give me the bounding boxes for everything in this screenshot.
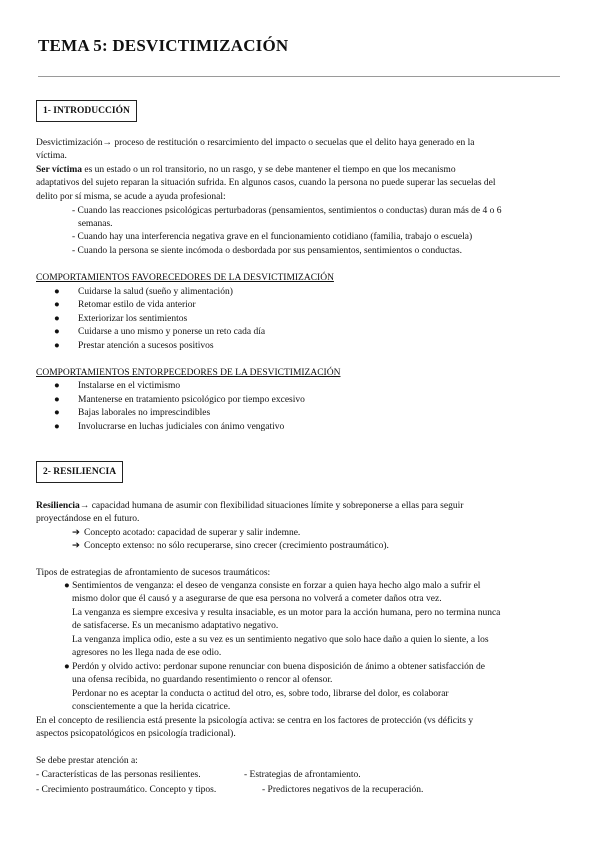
- ser-victima-term: Ser víctima: [36, 165, 82, 175]
- ser-victima-text: es un estado o un rol transitorio, no un rasgo, y se debe mantener el tiempo en que los mecanismo: [82, 165, 456, 175]
- dash-item: semanas.: [78, 219, 113, 229]
- desvictimizacion-definition: [36, 137, 474, 150]
- dash-item: - Cuando las reacciones psicológicas perturbadoras (pensamientos, sentimientos o conductas) duran más de 4 o 6: [72, 206, 502, 216]
- bullet-icon: ●: [54, 314, 60, 324]
- arrow-icon: →: [79, 501, 90, 511]
- list-item: ● Cuidarse a uno mismo y ponerse un reto cada día: [54, 326, 265, 339]
- venganza-line: mismo dolor que él causó y a asegurarse de que esa persona no volverá a cometer daños otra vez.: [72, 594, 442, 604]
- venganza-line: La venganza es siempre excesiva y resulta insaciable, es un motor para la acción humana, pero no termina nunca: [72, 608, 501, 618]
- perdon-line: una ofensa recibida, no guardando resentimiento o rencor al ofensor.: [72, 675, 333, 685]
- list-item: ● Cuidarse la salud (sueño y alimentación): [54, 286, 233, 299]
- bullet-icon: ●: [54, 300, 60, 310]
- list-item: ● Involucrarse en luchas judiciales con ánimo vengativo: [54, 421, 284, 434]
- title-divider: [38, 76, 560, 77]
- entorpecedores-heading: COMPORTAMIENTOS ENTORPECEDORES DE LA DESVICTIMIZACIÓN: [36, 368, 341, 378]
- atencion-item: - Crecimiento postraumático. Concepto y tipos.: [36, 785, 217, 795]
- dash-item: - Cuando la persona se siente incómoda o desbordada por sus pensamientos, sentimientos o conductas.: [72, 246, 462, 256]
- favorecedores-heading: COMPORTAMIENTOS FAVORECEDORES DE LA DESVICTIMIZACIÓN: [36, 273, 334, 283]
- ser-victima-line3: delito por sí misma, se acude a ayuda profesional:: [36, 192, 226, 202]
- def-term: Desvictimización: [36, 138, 103, 148]
- list-item: ● Retomar estilo de vida anterior: [54, 299, 196, 312]
- atencion-item: - Características de las personas resilientes.: [36, 770, 201, 780]
- ser-victima-paragraph: [36, 164, 456, 177]
- arrow-right-icon: ➔: [72, 541, 80, 551]
- psico-activa-line: En el concepto de resiliencia está presente la psicología activa: se centra en los factores de protección (vs déficits y: [36, 716, 474, 726]
- concept-item: ➔ Concepto acotado: capacidad de superar y salir indemne.: [72, 527, 300, 540]
- def-text: proceso de restitución o resarcimiento del impacto o secuelas que el delito haya generado en la: [111, 138, 475, 148]
- arrow-right-icon: ➔: [72, 528, 80, 538]
- list-item: ● Mantenerse en tratamiento psicológico por tiempo excesivo: [54, 394, 305, 407]
- resiliencia-definition: [36, 500, 463, 513]
- bullet-icon: ●: [54, 341, 60, 351]
- list-item: ● Bajas laborales no imprescindibles: [54, 407, 210, 420]
- bullet-icon: ●: [54, 327, 60, 337]
- psico-activa-line: aspectos psicopatológicos en psicología tradicional).: [36, 729, 236, 739]
- venganza-line: agresores no les llega nada de ese odio.: [72, 648, 222, 658]
- list-item: ● Exteriorizar los sentimientos: [54, 313, 187, 326]
- tipos-intro: Tipos de estrategias de afrontamiento de sucesos traumáticos:: [36, 568, 271, 578]
- arrow-icon: →: [102, 138, 112, 148]
- venganza-line: de satisfacerse. Es un mecanismo adaptativo negativo.: [72, 621, 279, 631]
- atencion-intro: Se debe prestar atención a:: [36, 756, 138, 766]
- perdon-line: ● Perdón y olvido activo: perdonar supone renunciar con buena disposición de ánimo a obtener satisfacción de: [64, 662, 485, 672]
- atencion-item: - Estrategias de afrontamiento.: [244, 770, 361, 780]
- perdon-line: Perdonar no es aceptar la conducta o actitud del otro, es, sobre todo, librarse del dolor, es colaborar: [72, 689, 449, 699]
- venganza-line: ● Sentimientos de venganza: el deseo de venganza consiste en forzar a quien haya hecho algo malo a sufrir el: [64, 581, 481, 591]
- perdon-line: conscientemente a que la herida cicatrice.: [72, 702, 231, 712]
- page-title: TEMA 5: DESVICTIMIZACIÓN: [38, 36, 289, 55]
- dash-item: - Cuando hay una interferencia negativa grave en el funcionamiento cotidiano (familia, trabajo o escuela): [72, 232, 473, 242]
- bullet-icon: ●: [54, 422, 60, 432]
- concept-item: ➔ Concepto extenso: no sólo recuperarse, sino crecer (crecimiento postraumático).: [72, 540, 389, 553]
- venganza-line: La venganza implica odio, este a su vez es un sentimiento negativo que solo hace daño a quien lo siente, a los: [72, 635, 489, 645]
- bullet-icon: ●: [54, 408, 60, 418]
- ser-victima-line2: adaptativos del sujeto reparan la situación sufrida. En algunos casos, cuando la persona no puede superar las secuelas del: [36, 178, 496, 188]
- def-text-line2: víctima.: [36, 151, 67, 161]
- list-item: ● Instalarse en el victimismo: [54, 380, 180, 393]
- atencion-item: - Predictores negativos de la recuperación.: [262, 785, 424, 795]
- list-item: ● Prestar atención a sucesos positivos: [54, 340, 214, 353]
- resiliencia-def-line2: proyectándose en el futuro.: [36, 514, 140, 524]
- section-heading-introduccion: 1- INTRODUCCIÓN: [36, 100, 137, 122]
- bullet-icon: ●: [54, 287, 60, 297]
- bullet-icon: ●: [54, 381, 60, 391]
- def-text: capacidad humana de asumir con flexibilidad situaciones límite y sobreponerse a ellas para seguir: [89, 501, 464, 511]
- bullet-icon: ●: [54, 395, 60, 405]
- def-term: Resiliencia: [36, 501, 80, 511]
- section-heading-resiliencia: 2- RESILIENCIA: [36, 461, 123, 483]
